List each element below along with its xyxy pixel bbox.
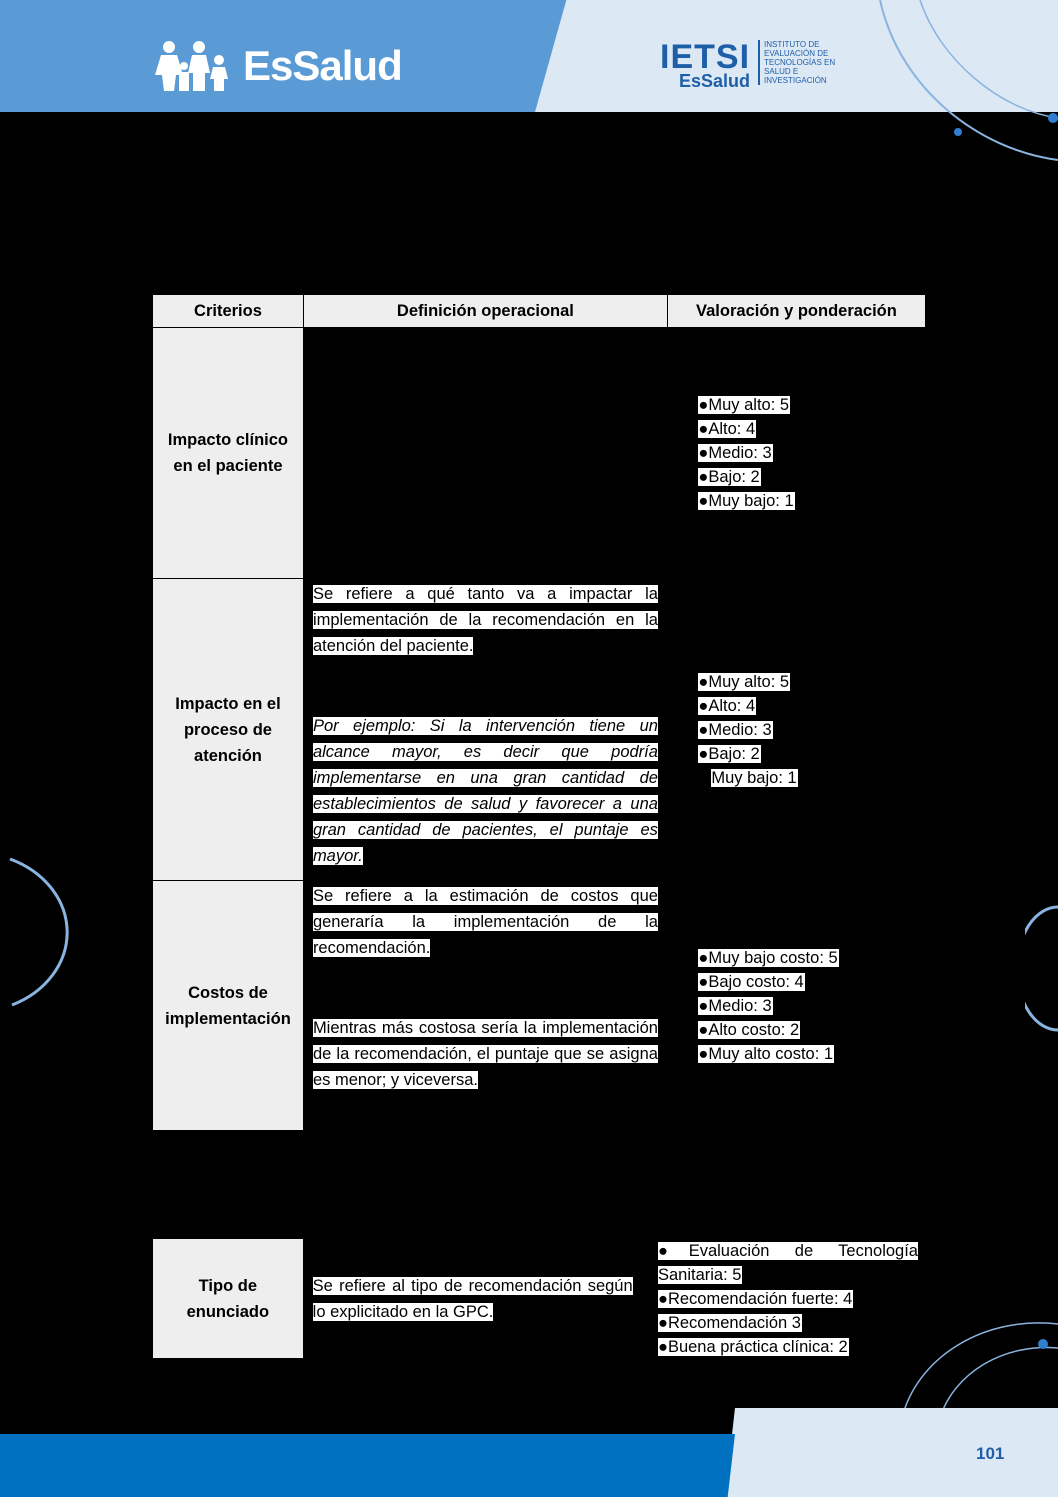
definition-text: Se refiere al tipo de recomendación según lo explicitado en la GPC. xyxy=(312,1276,633,1321)
header-valoracion: Valoración y ponderación xyxy=(667,295,925,328)
criterion-label: Impacto clínico en el paciente xyxy=(167,431,289,475)
criterion-label: Costos de implementación xyxy=(165,983,291,1028)
list-item: ●Muy alto costo: 1 xyxy=(698,1044,834,1063)
list-item: ●Alto: 4 xyxy=(698,420,756,439)
ietsi-subtitle: EsSalud xyxy=(679,71,751,91)
table-row xyxy=(153,1239,919,1359)
criterion-cell xyxy=(153,1239,304,1359)
valuation-cell xyxy=(658,1239,918,1359)
essalud-logo xyxy=(155,38,402,94)
criteria-table xyxy=(152,294,926,1131)
criterion-cell xyxy=(153,579,304,881)
decorative-arc-bottom-right xyxy=(900,1318,1058,1418)
footer-band xyxy=(0,1434,735,1497)
definition-text: Mientras más costosa sería la implementación de la recomendación, el puntaje que se asigna es menor; y viceversa. xyxy=(312,1018,658,1089)
table-row xyxy=(153,881,926,1131)
list-item: ●Recomendación fuerte: 4 xyxy=(657,1289,853,1308)
family-icon xyxy=(155,40,235,92)
definition-cell xyxy=(303,881,667,1131)
criterion-cell xyxy=(153,881,304,1131)
decorative-arc-right xyxy=(1025,905,1058,1035)
decorative-arc-left xyxy=(0,855,115,1015)
list-item: ●Bajo: 2 xyxy=(698,468,760,487)
definition-cell xyxy=(303,579,667,881)
list-item: ●Buena práctica clínica: 2 xyxy=(657,1337,848,1356)
enunciado-table xyxy=(152,1238,918,1359)
criterion-cell xyxy=(153,328,304,579)
header-definicion: Definición operacional xyxy=(303,295,667,328)
list-item: ●Muy bajo: 1 xyxy=(698,492,794,511)
list-item: ●Recomendación 3 xyxy=(657,1313,801,1332)
list-item: ●Bajo costo: 4 xyxy=(698,972,804,991)
list-item: ●Medio: 3 xyxy=(698,444,772,463)
definition-text: Se refiere a qué tanto va a impactar la implementación de la recomendación en la atención del paciente. xyxy=(312,584,658,655)
table-row xyxy=(153,579,926,881)
ietsi-description: INSTITUTO DE EVALUACIÓN DE TECNOLOGÍAS EN SALUD E INVESTIGACIÓN xyxy=(758,40,836,85)
footer-right-band xyxy=(725,1408,1058,1497)
definition-cell xyxy=(303,1239,658,1359)
valuation-cell xyxy=(667,579,925,881)
list-item: ●Bajo: 2 xyxy=(698,744,760,763)
ietsi-title: IETSI xyxy=(660,38,751,76)
list-item: ●Alto costo: 2 xyxy=(698,1020,800,1039)
list-item: ●Evaluación de Tecnología Sanitaria: 5 xyxy=(657,1241,918,1284)
table-row xyxy=(153,328,926,579)
list-item: ●Muy alto: 5 xyxy=(698,672,790,691)
header-criterios: Criterios xyxy=(153,295,304,328)
page-number: 101 xyxy=(976,1444,1005,1463)
list-item: ●Medio: 3 xyxy=(698,720,772,739)
list-item: ●Medio: 3 xyxy=(698,996,772,1015)
valuation-cell xyxy=(667,881,925,1131)
ietsi-logo xyxy=(660,40,836,90)
brand-name: EsSalud xyxy=(243,42,402,89)
list-item: ●Muy alto: 5 xyxy=(698,396,790,415)
valuation-cell xyxy=(667,328,925,579)
criterion-label: Impacto en el proceso de atención xyxy=(175,694,281,765)
definition-text: Se refiere a la estimación de costos que generaría la implementación de la recomendación. xyxy=(312,886,658,957)
definition-cell xyxy=(303,328,667,579)
table-header-row xyxy=(153,295,926,328)
definition-example: Por ejemplo: Si la intervención tiene un alcance mayor, es decir que podría implementarse en una gran cantidad de establecimientos de salud y favorecer a una gran cantidad de pacientes, el puntaje es mayor. xyxy=(312,716,658,865)
criterion-label: Tipo de enunciado xyxy=(186,1276,270,1321)
list-item: ●Alto: 4 xyxy=(698,696,756,715)
list-item: ●Muy bajo costo: 5 xyxy=(698,948,838,967)
list-item: Muy bajo: 1 xyxy=(711,768,797,787)
